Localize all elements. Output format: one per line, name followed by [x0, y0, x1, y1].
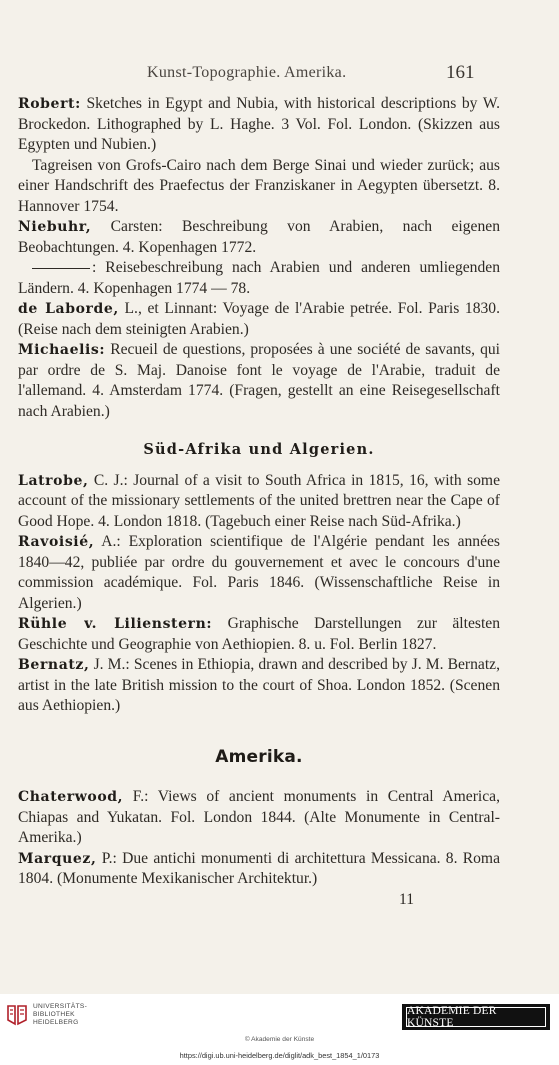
bibliography-entry	[18, 471, 500, 533]
entry-text: Recueil de questions, proposées à une société de savants, qui par ordre de S. Maj. Danoise font le voyage de l'Arabie, traduit de l'allemand. 4. Amsterdam 1774. (Fragen, gestellt an eine Reisegesellschaft nach Arabien.)	[18, 341, 500, 420]
major-heading: Amerika.	[215, 746, 303, 767]
page-number: 161	[446, 62, 475, 83]
entry-author: Michaelis:	[18, 342, 106, 358]
university-library-logo-icon[interactable]	[6, 1002, 28, 1028]
akademie-badge-label: AKADEMIE DER KÜNSTE	[406, 1007, 546, 1027]
entry-text: : Reisebeschreibung nach Arabien und anderen umliegenden Ländern. 4. Kopenhagen 1774 — 78.	[18, 259, 500, 297]
entry-text: Graphische Darstellungen zur ältesten Geschichte und Geographie von Aethiopien. 8. u. Fol. Berlin 1827.	[18, 615, 500, 653]
entry-text: A.: Exploration scientifique de l'Algérie pendant les années 1840—42, publiée par ordre du gouvernement et avec le concours d'une commission académique. Fol. Paris 1846. (Wissenschaftliche Reise in Algerien.)	[18, 533, 500, 612]
footer-bar	[0, 994, 559, 1065]
entry-author: Ravoisié,	[18, 534, 95, 550]
source-url-link[interactable]: https://digi.ub.uni-heidelberg.de/diglit/adk_best_1854_1/0173	[179, 1051, 380, 1060]
bibliography-entry	[18, 340, 500, 422]
signature-mark: 11	[398, 890, 414, 908]
entry-text: F.: Views of ancient monuments in Central America, Chiapas and Yukatan. Fol. London 1844. (Alte Monumente in Central-Amerika.)	[18, 788, 500, 846]
entry-author: Bernatz,	[18, 657, 90, 673]
bibliography-entry	[18, 156, 500, 218]
library-name: UNIVERSITÄTS- BIBLIOTHEK HEIDELBERG	[33, 1003, 88, 1026]
bibliography-entry	[18, 94, 500, 156]
entry-text: L., et Linnant: Voyage de l'Arabie petrée. Fol. Paris 1830. (Reise nach dem steinigten Arabien.)	[18, 300, 500, 338]
entry-author: de Laborde,	[18, 301, 119, 317]
bibliography-entry	[18, 299, 500, 340]
entry-author: Niebuhr,	[18, 219, 92, 235]
copyright-notice: © Akademie der Künste	[244, 1036, 315, 1043]
entry-author: Marquez,	[18, 850, 97, 867]
entry-text: Tagreisen von Grofs-Cairo nach dem Berge Sinai und wieder zurück; aus einer Handschrift des Praefectus der Franziskaner in Aegypten übersetzt. 8. Hannover 1754.	[18, 156, 500, 215]
bibliography-entry	[18, 655, 500, 717]
entry-text: C. J.: Journal of a visit to South Africa in 1815, 16, with some account of the missionary settlements of the united brettren near the Cape of Good Hope. 4. London 1818. (Tagebuch einer Reise nach Süd-Afrika.)	[18, 471, 500, 530]
entry-author: Latrobe,	[18, 472, 89, 489]
bibliography-entry	[18, 258, 500, 299]
bibliography-entry	[18, 614, 500, 655]
bibliography-entry	[18, 787, 500, 849]
body-text	[18, 94, 500, 910]
entry-text: Carsten: Beschreibung von Arabien, nach eigenen Beobachtungen. 4. Kopenhagen 1772.	[18, 218, 500, 256]
akademie-badge[interactable]	[402, 1004, 550, 1030]
bibliography-entry	[18, 532, 500, 614]
entry-author: Chaterwood,	[18, 789, 124, 805]
bibliography-entry	[18, 849, 500, 890]
section-heading: Süd-Afrika und Algerien.	[143, 441, 375, 458]
bibliography-entry	[18, 217, 500, 258]
entry-text: Sketches in Egypt and Nubia, with historical descriptions by W. Brockedon. Lithographed by L. Haghe. 3 Vol. Fol. London. (Skizzen aus Egypten und Nubien.)	[18, 95, 500, 153]
ditto-rule	[32, 268, 90, 269]
entry-author: Robert:	[18, 96, 81, 112]
entry-text: P.: Due antichi monumenti di architettura Messicana. 8. Roma 1804. (Monumente Mexikanischer Architektur.)	[18, 849, 500, 887]
entry-text: J. M.: Scenes in Ethiopia, drawn and described by J. M. Bernatz, artist in the late British mission to the court of Shoa. London 1852. (Scenen aus Aethiopien.)	[18, 656, 500, 714]
running-head	[0, 62, 559, 84]
running-title: Kunst-Topographie. Amerika.	[147, 64, 347, 81]
entry-author: Rühle v. Lilienstern:	[18, 616, 213, 632]
